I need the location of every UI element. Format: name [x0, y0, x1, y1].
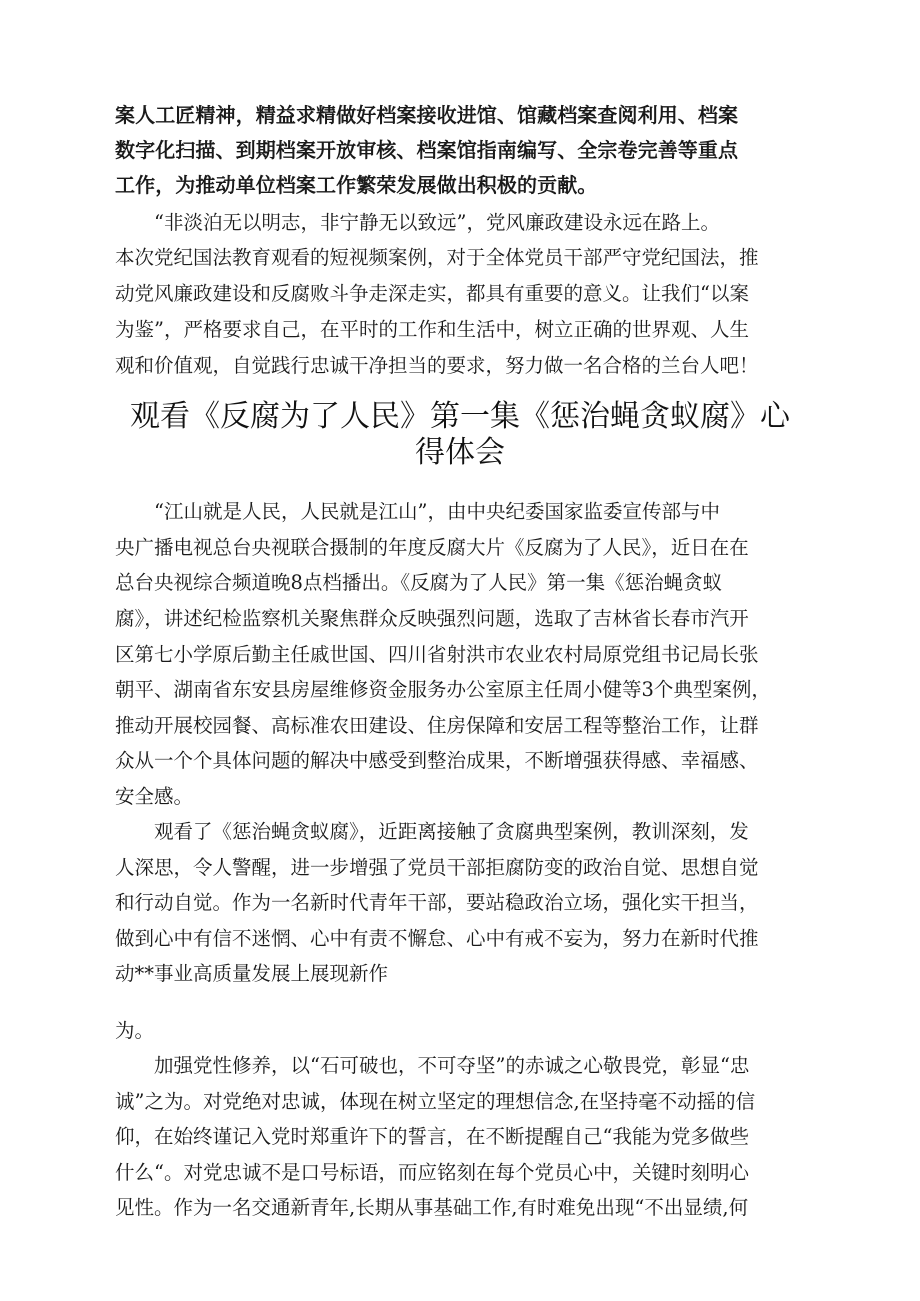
intro-line-3: 工作，为推动单位档案工作繁荣发展做出积极的贡献。	[115, 173, 598, 197]
intro-line-1: 案人工匠精神，精益求精做好档案接收进馆、馆藏档案查阅利用、档案	[115, 103, 739, 127]
para1-line-7: 推动开展校园餐、高标准农田建设、住房保障和安居工程等整治工作，让群	[115, 714, 759, 737]
para3-line-2: 诚”之为。对党绝对忠诚，体现在树立坚定的理想信念,在坚持毫不动摇的信	[115, 1090, 756, 1113]
para1-line-4: 腐》，讲述纪检监察机关聚焦群众反映强烈问题，选取了吉林省长春市汽开	[115, 607, 749, 630]
para3-line-5: 见性。作为一名交通新青年,长期从事基础工作,有时难免出现“不出显绩,何	[115, 1196, 749, 1219]
closing-line-3: 动党风廉政建设和反腐败斗争走深走实，都具有重要的意义。让我们“以案	[115, 282, 749, 305]
para2-line-4: 做到心中有信不迷惘、心中有责不懈怠、心中有戒不妄为，努力在新时代推	[115, 927, 759, 950]
article-title-line-2: 得体会	[415, 435, 505, 470]
para3-line-1: 加强党性修养，以“石可破也，不可夺坚”的赤诚之心敬畏党，彰显“忠	[115, 1054, 750, 1077]
para1-line-5: 区第七小学原后勤主任戚世国、四川省射洪市农业农村局原党组书记局长张	[115, 643, 759, 666]
para2-line-1: 观看了《惩治蝇贪蚁腐》，近距离接触了贪腐典型案例，教训深刻，发	[115, 820, 749, 843]
para2-line-2: 人深思，令人警醒，进一步增强了党员干部拒腐防变的政治自觉、思想自觉	[115, 856, 759, 879]
article-title-line-1: 观看《反腐为了人民》第一集《惩治蝇贪蚁腐》心	[130, 399, 790, 434]
para1-line-9: 安全感。	[115, 785, 194, 808]
para3-line-3: 仰，在始终谨记入党时郑重许下的誓言，在不断提醒自己“我能为党多做些	[115, 1125, 749, 1148]
intro-line-2: 数字化扫描、到期档案开放审核、档案馆指南编写、全宗卷完善等重点	[115, 138, 739, 162]
para1-line-6: 朝平、湖南省东安县房屋维修资金服务办公室原主任周小健等3个典型案例，	[115, 678, 771, 701]
para3-line-4: 什么“。对党忠诚不是口号标语，而应铭刻在每个党员心中，关键时刻明心	[115, 1161, 749, 1184]
closing-line-5: 观和价值观，自觉践行忠诚干净担当的要求，努力做一名合格的兰台人吧！	[115, 354, 759, 377]
closing-line-4: 为鉴”，严格要求自己，在平时的工作和生活中，树立正确的世界观、人生	[115, 318, 749, 341]
para1-line-3: 总台央视综合频道晚8点档播出。《反腐为了人民》第一集《惩治蝇贪蚁	[115, 571, 723, 594]
para2-line-5: 动**事业高质量发展上展现新作	[115, 962, 389, 985]
closing-line-1: “非淡泊无以明志，非宁静无以致远”，党风廉政建设永远在路上。	[115, 211, 720, 234]
para2-line-3: 和行动自觉。作为一名新时代青年干部，要站稳政治立场，强化实干担当，	[115, 891, 759, 914]
para1-line-2: 央广播电视总台央视联合摄制的年度反腐大片《反腐为了人民》，近日在在	[115, 536, 749, 559]
para1-line-8: 众从一个个具体问题的解决中感受到整治成果，不断增强获得感、幸福感、	[115, 749, 759, 772]
closing-line-2: 本次党纪国法教育观看的短视频案例，对于全体党员干部严守党纪国法，推	[115, 246, 759, 269]
para2-tail: 为。	[115, 1019, 155, 1042]
para1-line-1: “江山就是人民，人民就是江山”，由中央纪委国家监委宣传部与中	[115, 500, 720, 523]
